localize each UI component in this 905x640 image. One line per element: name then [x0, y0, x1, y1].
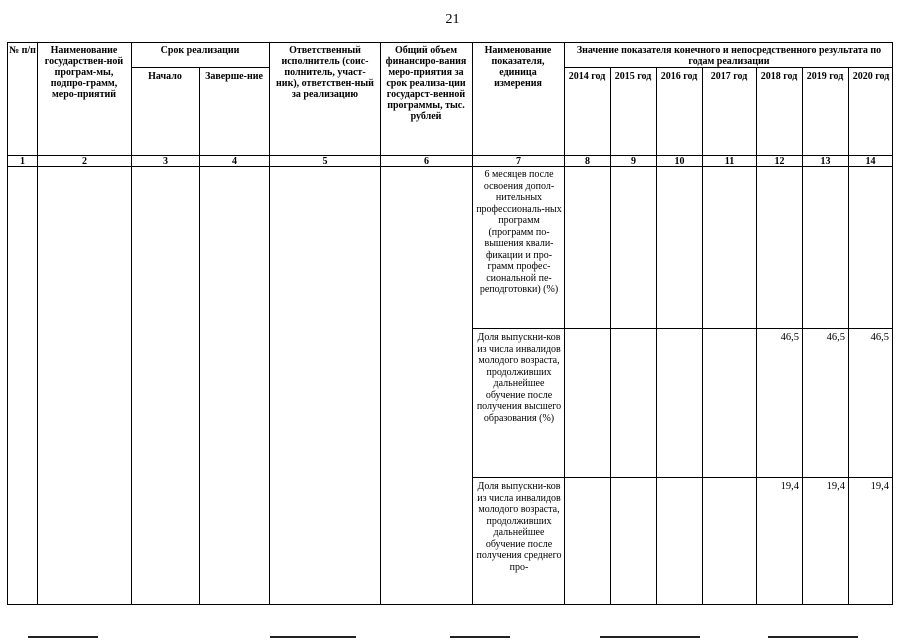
header-indicator: Наименование показателя, единица измерения	[484, 45, 552, 89]
header-values: Значение показателя конечного и непосредственного результата по годам реализации	[576, 45, 882, 67]
table-cell-value: 46,5	[826, 332, 845, 343]
table-cell-value: 19,4	[826, 481, 845, 492]
table-cell-value: 19,4	[780, 481, 799, 492]
column-number: 12	[774, 156, 785, 167]
column-number: 14	[865, 156, 876, 167]
column-number: 9	[631, 156, 636, 167]
col-sep-5	[380, 42, 381, 605]
column-number: 6	[424, 156, 429, 167]
col-sep-2	[131, 42, 132, 605]
period-subheader-rule	[131, 67, 269, 68]
year-header: 2016 год	[660, 71, 698, 82]
year-header: 2020 год	[852, 71, 890, 82]
column-number: 8	[585, 156, 590, 167]
table-border-top	[7, 42, 893, 43]
header-name: Наименование государствен-ной програм-мы, подпро-грамм, меро-приятий	[44, 45, 124, 100]
header-funding: Общий объем финансиро-вания меро-приятия за срок реализа-ции государст-венной программы, тыс. рублей	[385, 45, 467, 122]
col-sep-9	[656, 67, 657, 605]
column-number: 4	[232, 156, 237, 167]
column-number: 13	[820, 156, 831, 167]
year-header: 2017 год	[710, 71, 748, 82]
footer-mark	[600, 636, 700, 638]
column-number: 5	[322, 156, 328, 167]
table-border-left	[7, 42, 8, 605]
table-row-indicator: Доля выпускни-ков из числа инвалидов молодого возраста, продолживших дальнейшее обучение после получения среднего про-	[476, 481, 562, 573]
table-cell-value: 46,5	[780, 332, 799, 343]
col-sep-3	[199, 67, 200, 605]
header-executor: Ответственный исполнитель (соис-полнитель, участ-ник), ответствен-ный за реализацию	[276, 45, 374, 100]
column-number: 1	[20, 156, 25, 167]
col-sep-6	[472, 42, 473, 605]
table-cell-value: 19,4	[870, 481, 889, 492]
table-border-bottom	[7, 604, 893, 605]
table-cell-value: 46,5	[870, 332, 889, 343]
column-number: 11	[724, 156, 735, 167]
header-num: № п/п	[9, 45, 36, 56]
footer-mark	[270, 636, 356, 638]
col-sep-1	[37, 42, 38, 605]
footer-mark	[450, 636, 510, 638]
year-header: 2019 год	[806, 71, 844, 82]
table-row-indicator: 6 месяцев после освоения допол-нительных профессиональ-ных программ (программ по-вышения квали-фикации и про-грамм профес-сиональной пе-реподготовки) (%)	[476, 169, 562, 295]
column-number: 7	[516, 156, 521, 167]
column-number: 10	[674, 156, 685, 167]
header-start: Начало	[148, 71, 182, 82]
year-header: 2015 год	[614, 71, 652, 82]
values-subheader-rule	[564, 67, 893, 68]
year-header: 2014 год	[568, 71, 606, 82]
row-sep-1	[472, 328, 893, 329]
col-sep-10	[702, 67, 703, 605]
header-end: Заверше-ние	[205, 71, 263, 82]
col-sep-7	[564, 42, 565, 605]
table-border-right	[892, 42, 893, 605]
column-number: 3	[163, 156, 168, 167]
year-header: 2018 год	[760, 71, 798, 82]
footer-mark	[768, 636, 858, 638]
page-number: 21	[445, 12, 460, 27]
row-sep-2	[472, 477, 893, 478]
col-sep-8	[610, 67, 611, 605]
column-number: 2	[82, 156, 87, 167]
footer-mark	[28, 636, 98, 638]
header-period: Срок реализации	[160, 45, 240, 56]
col-sep-4	[269, 42, 270, 605]
table-row-indicator: Доля выпускни-ков из числа инвалидов молодого возраста, продолживших дальнейшее обучение после получения высшего образования (%)	[476, 332, 562, 424]
